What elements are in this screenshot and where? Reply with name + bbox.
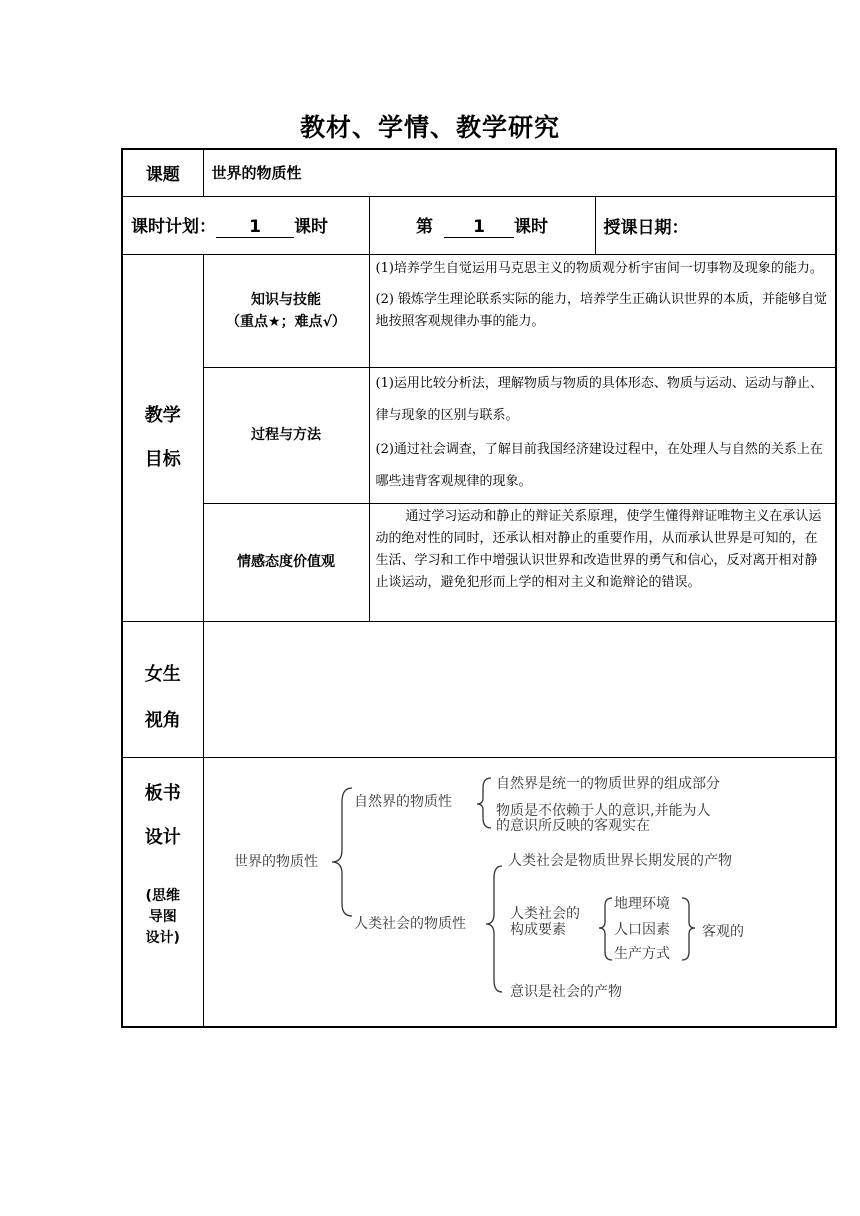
mindmap-society-item-2-line2: 构成要素 bbox=[509, 921, 566, 938]
objectives-label-cell bbox=[122, 254, 203, 621]
schedule-row bbox=[122, 196, 836, 254]
plan-label: 课时计划： bbox=[131, 217, 216, 237]
mindmap-cell bbox=[203, 757, 836, 1027]
mindmap-factors-summary: 客观的 bbox=[701, 923, 744, 940]
date-label: 授课日期： bbox=[603, 217, 689, 238]
mindmap-nature-item-1: 自然界是统一的物质世界的组成部分 bbox=[495, 775, 720, 792]
objective-text-1: 通过学习运动和静止的辩证关系原理，使学生懂得辩证唯物主义在承认运动的绝对性的同时，还承认相对静止的重要作用，从而承认世界是可知的，在生活、学习和工作中增强认识世界和改造世界的勇气和信心，反对离开相对静止谈运动，避免犯形而上学的相对主义和诡辩论的错误。 bbox=[375, 508, 822, 590]
plan-unit: 课时 bbox=[294, 217, 328, 237]
female-view-row bbox=[122, 621, 836, 757]
female-view-content bbox=[203, 621, 836, 757]
mindmap-nature-brace bbox=[477, 778, 491, 828]
mindmap-factors-close-brace bbox=[682, 898, 695, 960]
objectives-label-line2: 目标 bbox=[144, 448, 181, 470]
current-lesson-cell bbox=[369, 196, 595, 254]
objectives-label-line1: 教学 bbox=[144, 404, 181, 426]
mindmap-society-item-3: 意识是社会的产物 bbox=[509, 983, 622, 1000]
topic-row bbox=[122, 149, 836, 196]
objective-name: 过程与方法 bbox=[251, 427, 321, 443]
objective-text-cell bbox=[369, 254, 836, 367]
current-prefix: 第 bbox=[415, 217, 433, 237]
board-design-label-line2: 设计 bbox=[144, 826, 181, 848]
board-design-label-cell bbox=[122, 757, 203, 1027]
current-unit: 课时 bbox=[514, 217, 549, 237]
document-title: 教材、学情、教学研究 bbox=[299, 113, 560, 142]
mindmap-factor-2: 人口因素 bbox=[613, 921, 670, 938]
female-view-label-line2: 视角 bbox=[144, 710, 181, 731]
mindmap-society-brace bbox=[486, 866, 502, 992]
objective-text-2: (2) 锻炼学生理论联系实际的能力，培养学生正确认识世界的本质，并能够自觉地按照客观规律办事的能力。 bbox=[375, 291, 828, 329]
objective-row-process bbox=[122, 367, 836, 503]
mindmap bbox=[204, 758, 836, 1026]
board-design-row bbox=[122, 757, 836, 1027]
mindmap-society-item-1: 人类社会是物质世界长期发展的产物 bbox=[507, 852, 732, 869]
mindmap-nature-item-2-line2: 的意识所反映的客观实在 bbox=[495, 817, 650, 834]
objective-name-cell bbox=[203, 503, 369, 621]
objective-name-cell bbox=[203, 254, 369, 367]
objective-text-2: (2)通过社会调查，了解目前我国经济建设过程中，在处理人与自然的关系上在哪些违背客观规律的现象。 bbox=[375, 441, 823, 489]
date-cell bbox=[595, 196, 836, 254]
objective-name-cell bbox=[203, 367, 369, 503]
objective-name: 情感态度价值观 bbox=[237, 554, 335, 570]
objective-text-cell bbox=[369, 503, 836, 621]
mindmap-note-line1: (思维 bbox=[145, 887, 180, 904]
mindmap-factor-3: 生产方式 bbox=[613, 945, 670, 962]
objective-text-1: (1)运用比较分析法，理解物质与物质的具体形态、物质与运动、运动与静止、律与现象的区别与联系。 bbox=[375, 375, 823, 423]
objective-name-note: （重点★；难点√） bbox=[226, 313, 346, 330]
plan-value: 1 bbox=[216, 217, 294, 238]
mindmap-nature: 自然界的物质性 bbox=[353, 793, 452, 810]
mindmap-note-line2: 导图 bbox=[148, 908, 177, 925]
objective-row-values bbox=[122, 503, 836, 621]
mindmap-nature-item-2-line1: 物质是不依赖于人的意识,并能为人 bbox=[495, 802, 710, 819]
objective-row-knowledge bbox=[122, 254, 836, 367]
female-view-label-line1: 女生 bbox=[144, 664, 181, 685]
female-view-label-cell bbox=[122, 621, 203, 757]
mindmap-society: 人类社会的物质性 bbox=[353, 915, 466, 932]
mindmap-society-item-2-line1: 人类社会的 bbox=[509, 905, 580, 922]
mindmap-root-brace bbox=[332, 788, 352, 916]
topic-value: 世界的物质性 bbox=[211, 164, 302, 183]
board-design-label-line1: 板书 bbox=[144, 782, 181, 804]
mindmap-note-line3: 设计) bbox=[145, 929, 180, 946]
objective-text-1: (1)培养学生自觉运用马克思主义的物质观分析宇宙间一切事物及现象的能力。 bbox=[375, 260, 823, 276]
lesson-plan-table bbox=[121, 148, 837, 1028]
objective-text-cell bbox=[369, 367, 836, 503]
mindmap-factors-brace bbox=[599, 898, 612, 960]
mindmap-root: 世界的物质性 bbox=[233, 853, 318, 870]
mindmap-factor-1: 地理环境 bbox=[613, 895, 670, 912]
objective-name: 知识与技能 bbox=[251, 291, 321, 308]
plan-cell bbox=[122, 196, 369, 254]
topic-label: 课题 bbox=[122, 149, 203, 196]
current-value: 1 bbox=[444, 217, 514, 238]
topic-value-cell bbox=[203, 149, 836, 196]
